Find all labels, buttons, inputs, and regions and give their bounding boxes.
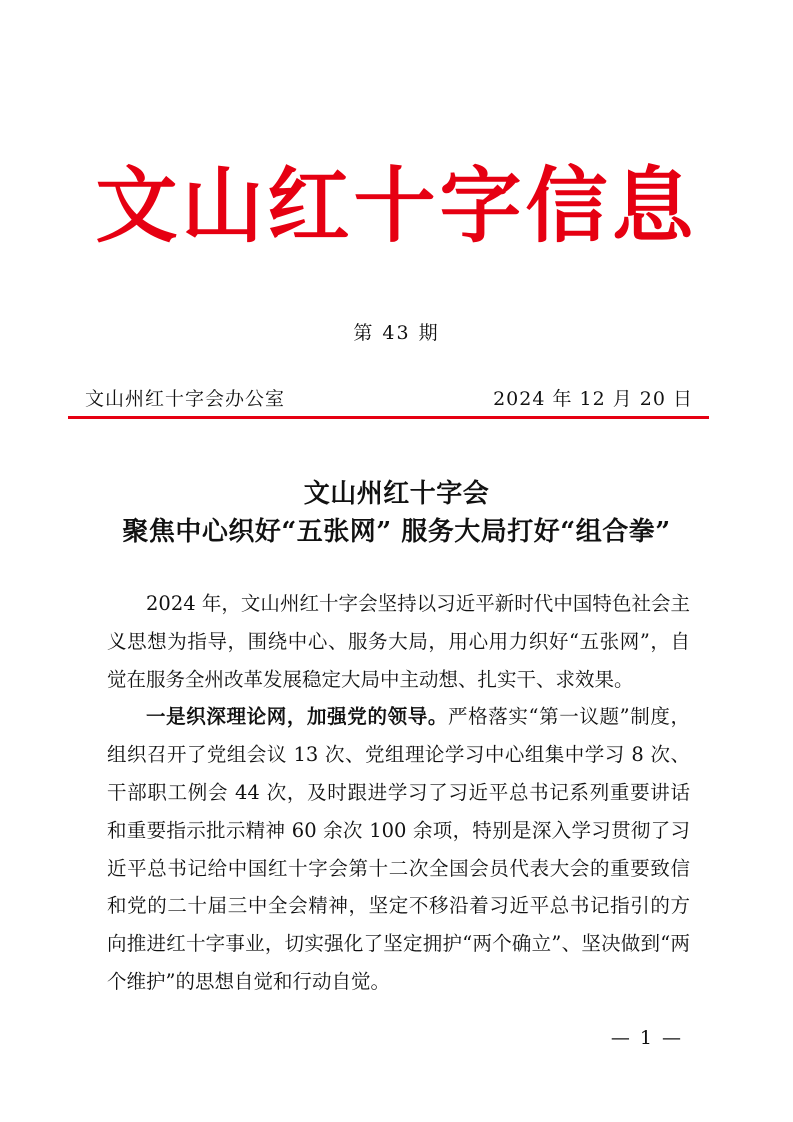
article-title-line1: 文山州红十字会	[303, 479, 490, 509]
issue-date: 2024 年 12 月 20 日	[493, 388, 693, 410]
page-number: — 1 —	[610, 1027, 683, 1049]
paragraph-intro: 2024 年，文山州红十字会坚持以习近平新时代中国特色社会主义思想为指导，围绕中心、服务大局，用心用力织好“五张网”，自觉在服务全州改革发展稳定大局中主动想、扎实干、求效果。	[107, 592, 690, 691]
issue-number: 第 43 期	[353, 322, 440, 344]
article-title-line2: 聚焦中心织好“五张网” 服务大局打好“组合拳”	[122, 517, 671, 547]
article-body	[107, 585, 690, 1001]
red-divider-line	[68, 416, 709, 419]
paragraph-theory-net	[107, 698, 690, 1000]
masthead-title: 文山红十字信息	[95, 158, 698, 254]
issuing-office: 文山州红十字会办公室	[85, 388, 286, 410]
paragraph-lead: 一是织深理论网，加强党的领导。	[146, 705, 448, 729]
paragraph-body: 严格落实“第一议题”制度，组织召开了党组会议 13 次、党组理论学习中心组集中学习 8 次、干部职工例会 44 次，及时跟进学习了习近平总书记系列重要讲话和重要指示批示精神 60 余次 100 余项，特别是深入学习贯彻了习近平总书记给中国红十字会第十二次全国会员代表大会的重要致信和党的二十届三中全会精神，坚定不移沿着习近平总书记指引的方向推进红十字事业，切实强化了坚定拥护“两个确立”、坚决做到“两个维护”的思想自觉和行动自觉。	[107, 705, 690, 993]
